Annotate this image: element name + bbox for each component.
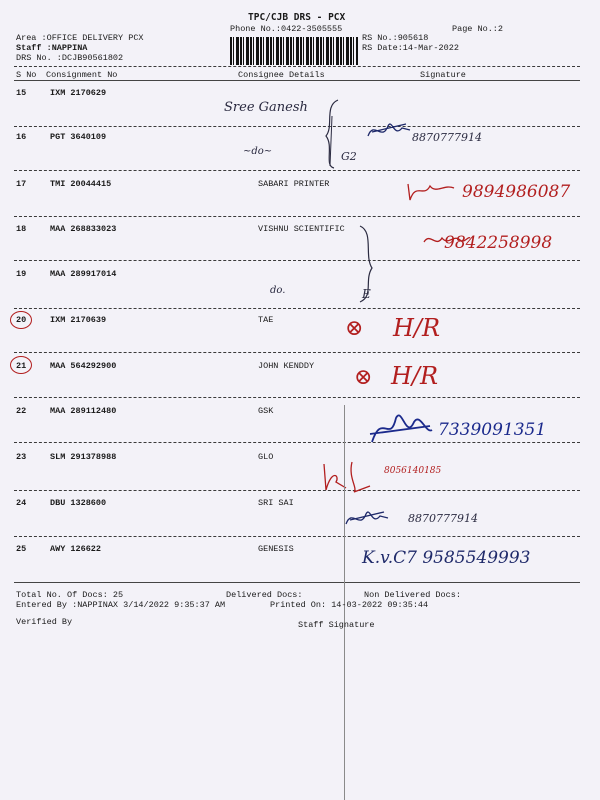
row-consignment: PGT 3640109 [50,132,107,142]
row-sno: 16 [16,132,27,142]
col-sno: S No [16,70,37,80]
row-consignment: MAA 289917014 [50,269,117,279]
handwritten-phone: 8870777914 [412,131,482,144]
signature-scribble [364,116,414,144]
verified-by: Verified By [16,617,73,627]
handwritten-note: H/R [391,362,439,390]
phone-number: Phone No.:0422-3505555 [230,24,343,34]
row-consignment: SLM 291378988 [50,452,117,462]
staff-signature: Staff Signature [298,620,375,630]
row-consignee: GSK [258,406,274,416]
row-sno: 15 [16,88,27,98]
row-consignment: DBU 1328600 [50,498,107,508]
handwritten-ditto: do. [270,285,286,296]
circle-x-icon: ⊗ [345,316,364,341]
rs-number: RS No.:905618 [362,33,429,43]
row-divider [14,126,580,127]
row-sno: 25 [16,544,27,554]
col-signature: Signature [420,70,466,80]
handwritten-phone: 9842258998 [444,233,553,253]
brace-mark: G2 [341,150,357,163]
row-consignment: MAA 564292900 [50,361,117,371]
row-consignee: GENESIS [258,544,294,554]
row-consignee: GLO [258,452,274,462]
row-consignment: IXM 2170639 [50,315,107,325]
area-label: Area :OFFICE DELIVERY PCX [16,33,144,43]
handwritten-phone: 7339091351 [438,420,547,440]
delivered-docs: Delivered Docs: [226,590,303,600]
row-consignee: VISHNU SCIENTIFIC [258,224,345,234]
handwritten-phone: 9894986087 [462,182,571,202]
row-sno: 20 [16,315,27,325]
row-consignee: JOHN KENDDY [258,361,315,371]
document-title: TPC/CJB DRS - PCX [248,12,346,23]
row-consignment: TMI 20044415 [50,179,112,189]
row-divider [14,490,580,491]
row-consignment: AWY 126622 [50,544,102,554]
row-sno: 19 [16,269,27,279]
row-consignment: MAA 268833023 [50,224,117,234]
row-divider [14,170,580,171]
table-end-divider [14,582,580,583]
barcode [230,37,358,65]
row-divider [14,442,580,443]
row-consignee: SABARI PRINTER [258,179,330,189]
non-delivered-docs: Non Delivered Docs: [364,590,461,600]
signature-scribble [342,504,392,532]
handwritten-phone: 8056140185 [384,466,442,476]
row-consignee: TAE [258,315,274,325]
row-sno: 17 [16,179,27,189]
entered-by: Entered By :NAPPINAX 3/14/2022 9:35:37 AM [16,600,226,610]
circle-x-icon: ⊗ [354,365,373,390]
handwritten-name: Sree Ganesh [224,100,308,115]
handwritten-phone: 8870777914 [408,512,478,525]
signature-scribble [366,404,436,448]
staff-label: Staff :NAPPINA [16,43,88,53]
handwritten-note: K.v.C7 9585549993 [362,548,531,568]
row-sno: 24 [16,498,27,508]
total-docs: Total No. Of Docs: 25 [16,590,124,600]
row-divider [14,308,580,309]
row-divider [14,397,580,398]
row-divider [14,216,580,217]
printed-on: Printed On: 14-03-2022 09:35:44 [270,600,429,610]
handwritten-note: H/R [393,314,441,342]
row-sno: 18 [16,224,27,234]
col-consignment: Consignment No [46,70,118,80]
signature-scribble [404,176,458,204]
row-divider [14,260,580,261]
handwritten-ditto: ~do~ [243,146,273,157]
row-sno: 22 [16,406,27,416]
brace-mark: E [362,287,371,301]
signature-scribble [318,458,378,494]
row-divider [14,536,580,537]
row-consignment: MAA 289112480 [50,406,117,416]
col-consignee: Consignee Details [238,70,325,80]
column-divider [14,80,580,81]
row-consignee: SRI SAI [258,498,294,508]
drs-number: DRS No. :DCJB90561802 [16,53,124,63]
row-sno: 21 [16,361,27,371]
row-sno: 23 [16,452,27,462]
row-consignment: IXM 2170629 [50,88,107,98]
page-number: Page No.:2 [452,24,504,34]
rs-date: RS Date:14-Mar-2022 [362,43,459,53]
header-divider [14,66,580,67]
row-divider [14,352,580,353]
